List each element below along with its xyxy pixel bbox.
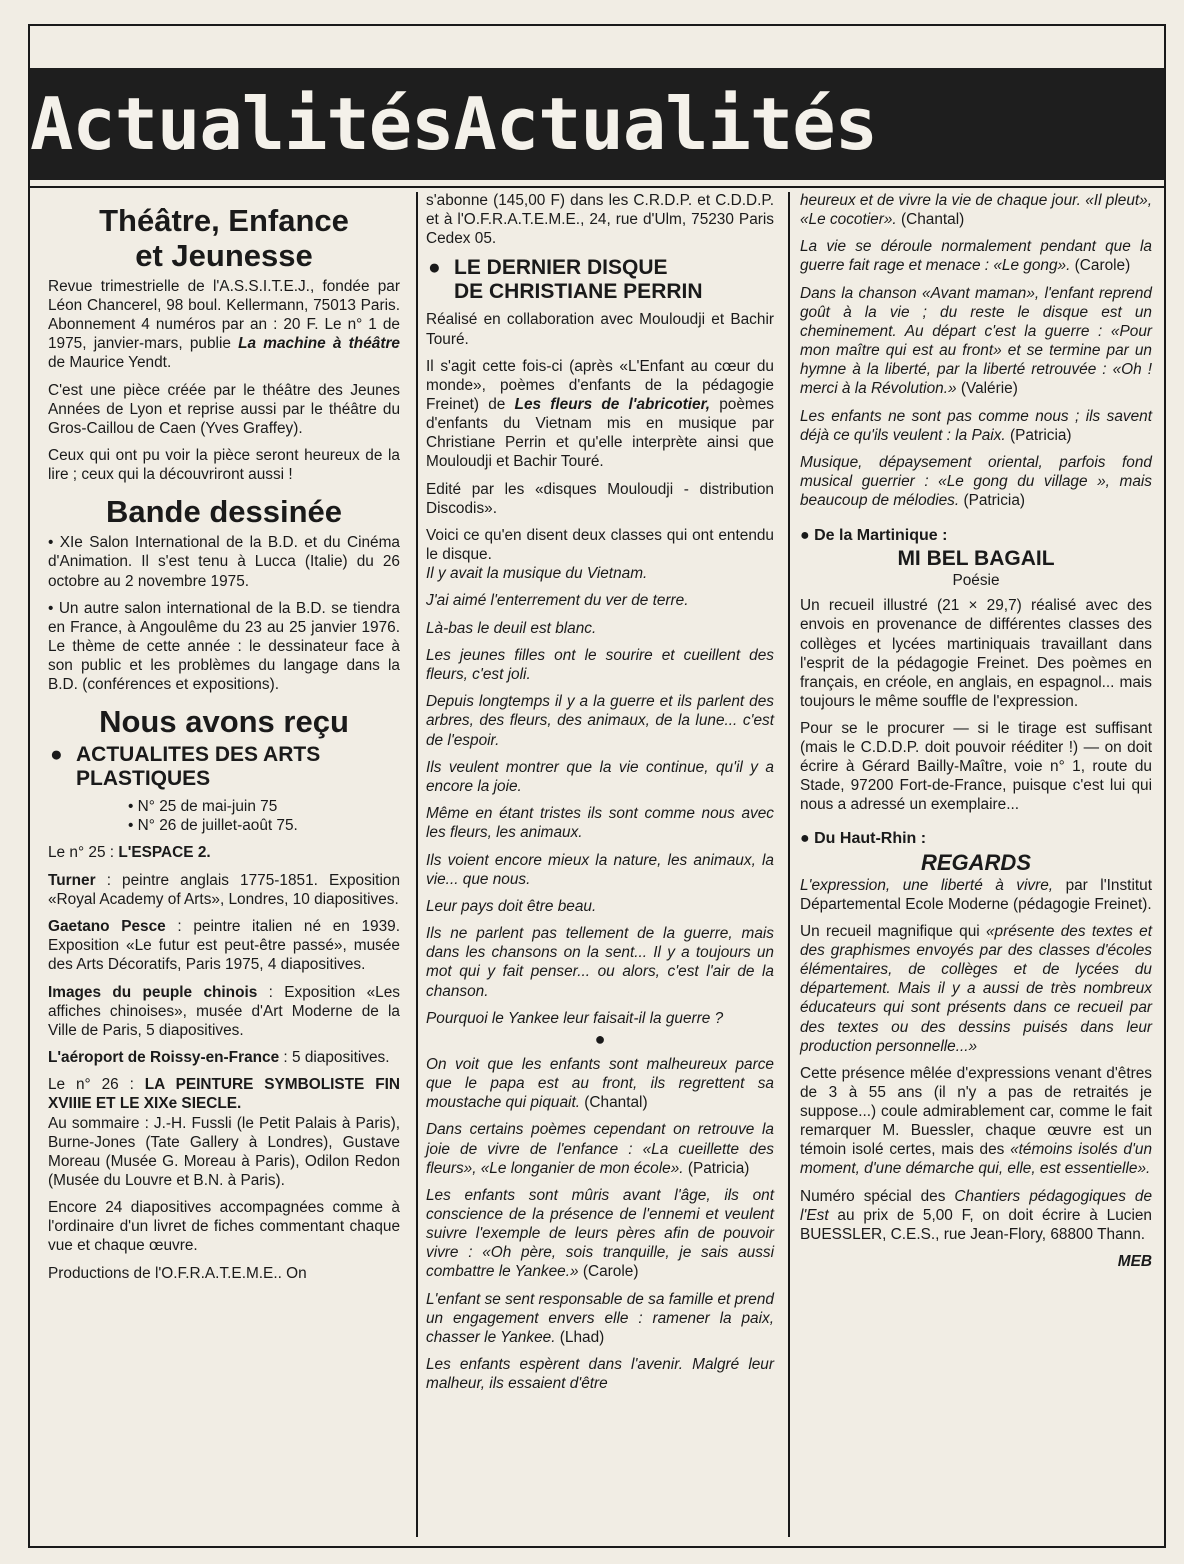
- quote: Même en étant tristes ils sont comme nous avec les fleurs, les animaux.: [426, 805, 774, 842]
- disque-paragraph-3: Edité par les «disques Mouloudji - distribution Discodis».: [426, 480, 774, 517]
- bd-paragraph-2: • Un autre salon international de la B.D. se tiendra en France, à Angoulême du 23 au 25 janvier 1976. Le thème de cette année : le dessinateur face à son public et les problèmes du langage dans la B.D. (conférences et expositions).: [48, 599, 400, 694]
- quote: Les enfants ne sont pas comme nous ; ils savent déjà ce qu'ils veulent : la Paix. (Patricia): [800, 407, 1152, 444]
- martinique-subtitle: Poésie: [952, 572, 1000, 590]
- quote: Il y avait la musique du Vietnam.: [426, 565, 648, 583]
- column-1: [48, 191, 400, 1291]
- sommaire-paragraph: Au sommaire : J.-H. Fussli (le Petit Palais à Paris), Burne-Jones (Tate Gallery à Londres), Gustave Moreau (Musée G. Moreau à Paris), Odilon Redon (Musée du Louvre et B.N. à Paris).: [48, 1114, 400, 1189]
- hautrhin-paragraph-2: Un recueil magnifique qui «présente des textes et des graphismes envoyés par des classes d'écoles élémentaires, de collèges et de lycées du département. Mais il y a aussi de très nombreux éducateurs qui sont présents dans ce recueil par des textes ou des dessins puisés dans leur production personnelle...»: [800, 923, 1152, 1055]
- turner-entry: Turner : peintre anglais 1775-1851. Exposition «Royal Academy of Arts», Londres, 10 diapositives.: [48, 871, 400, 908]
- bullet-icon: ●: [428, 256, 441, 280]
- page-frame: [28, 24, 1166, 1548]
- quote: Dans la chanson «Avant maman», l'enfant reprend goût à la vie ; du reste le disque est un cheminement. Au départ c'est la guerre : «Pour mon maître qui est au front» et se termine par un hymne à la liberté, par la liberté retrouvée : «Oh ! merci à la Révolution.» (Valérie): [800, 284, 1152, 398]
- banner: [30, 68, 1166, 180]
- quote: Ils voient encore mieux la nature, les animaux, la vie... que nous.: [426, 851, 774, 888]
- subheading-arts-plastiques: ● ACTUALITES DES ARTS PLASTIQUES: [50, 743, 321, 791]
- heading-theatre-line1: Théâtre, Enfance: [99, 203, 349, 238]
- bd-paragraph-1: • XIe Salon International de la B.D. et du Cinéma d'Animation. Il s'est tenu à Lucca (Italie) du 26 octobre au 2 novembre 1975.: [48, 534, 400, 590]
- quote: Les jeunes filles ont le sourire et cueillent des fleurs, c'est joli.: [426, 647, 774, 684]
- hautrhin-label: ● Du Haut-Rhin :: [800, 829, 927, 847]
- theatre-paragraph-3: Ceux qui ont pu voir la pièce seront heureux de la lire ; ceux qui la découvriront aussi !: [48, 447, 400, 484]
- encore-paragraph: Encore 24 diapositives accompagnées comme à l'ordinaire d'un livret de fiches commentant chaque vue et chaque œuvre.: [48, 1199, 400, 1255]
- abonne-paragraph: s'abonne (145,00 F) dans les C.R.D.P. et C.D.D.P. et à l'O.F.R.A.T.E.M.E., 24, rue d'Ulm, 75230 Paris Cedex 05.: [426, 192, 774, 248]
- quote: Les enfants sont mûris avant l'âge, ils ont conscience de la présence de l'ennemi et veulent suivre l'exemple de leurs pères afin de pouvoir vivre : «Oh père, sois tranquille, je sais aussi combattre le Yankee.» (Carole): [426, 1186, 774, 1281]
- theatre-paragraph-2: C'est une pièce créée par le théâtre des Jeunes Années de Lyon et reprise aussi par le théâtre du Gros-Caillou de Caen (Yves Graffey).: [48, 381, 400, 437]
- quote: Depuis longtemps il y a la guerre et ils parlent des arbres, des fleurs, des animaux, de la lune... c'est de l'espoir.: [426, 693, 774, 749]
- disque-paragraph-1: Réalisé en collaboration avec Mouloudji et Bachir Touré.: [426, 311, 774, 348]
- quote: J'ai aimé l'enterrement du ver de terre.: [426, 592, 689, 610]
- column-3: [800, 191, 1152, 1271]
- n26-heading: Le n° 26 : LA PEINTURE SYMBOLISTE FIN XVIIIE ET LE XIXe SIECLE.: [48, 1076, 400, 1113]
- hautrhin-paragraph-4: Numéro spécial des Chantiers pédagogiques de l'Est au prix de 5,00 F, on doit écrire à Lucien BUESSLER, C.E.S., rue Jean-Flory, 68800 Thann.: [800, 1187, 1153, 1243]
- images-entry: Images du peuple chinois : Exposition «Les affiches chinoises», musée d'Art Moderne de la Ville de Paris, 5 diapositives.: [48, 983, 400, 1039]
- column-divider-2: [788, 192, 790, 1537]
- banner-rule: [30, 186, 1166, 188]
- hautrhin-paragraph-3: Cette présence mêlée d'expressions venant d'êtres de 3 à 55 ans (il n'y a pas de retraités je suppose...) coule admirablement car, comme le fait remarquer M. Buessler, chaque œuvre est un témoin isolé certes, mais des «témoins isolés d'un moment, d'une démarche qui, elle, est essentielle».: [800, 1064, 1153, 1178]
- roissy-entry: L'aéroport de Roissy-en-France : 5 diapositives.: [48, 1049, 390, 1067]
- quote: Là-bas le deuil est blanc.: [426, 619, 597, 637]
- heading-theatre-line2: et Jeunesse: [135, 238, 313, 273]
- quote: heureux et de vivre la vie de chaque jour. «Il pleut», «Le cocotier». (Chantal): [800, 192, 1152, 229]
- martinique-paragraph-1: Un recueil illustré (21 × 29,7) réalisé avec des envois en provenance de différentes classes des collèges et lycées martiniquais travaillant dans l'esprit de la pédagogie Freinet. Des poèmes en français, en créole, en anglais, en espagnol... mais toujours le même souffle de l'expression.: [800, 597, 1152, 710]
- author-signature: MEB: [1117, 1253, 1152, 1271]
- banner-title: ActualitésActualités: [30, 82, 877, 166]
- quote: Leur pays doit être beau.: [426, 897, 597, 915]
- quote: Musique, dépaysement oriental, parfois fond musical guerrier : «Le gong du village », mais beaucoup de mélodies. (Patricia): [800, 453, 1152, 510]
- quote: Dans certains poèmes cependant on retrouve la joie de vivre de l'enfance : «La cueillette des fleurs», «Le longanier de mon école». (Patricia): [426, 1121, 774, 1177]
- quote: Les enfants espèrent dans l'avenir. Malgré leur malheur, ils essaient d'être: [426, 1356, 774, 1393]
- hautrhin-paragraph-1: L'expression, une liberté à vivre, par l'Institut Départemental Ecole Moderne (pédagogie Freinet).: [800, 876, 1152, 913]
- martinique-label: ● De la Martinique :: [800, 527, 948, 545]
- theatre-work-title: La machine à théâtre: [238, 335, 400, 353]
- quote: La vie se déroule normalement pendant que la guerre fait rage et menace : «Le gong». (Carole): [800, 238, 1152, 275]
- heading-recu: Nous avons reçu: [99, 704, 349, 740]
- heading-bd: Bande dessinée: [105, 494, 343, 530]
- list-item: • N° 26 de juillet-août 75.: [128, 817, 298, 835]
- pesce-entry: Gaetano Pesce : peintre italien né en 1939. Exposition «Le futur est peut-être passé», musée des Arts Décoratifs, Paris 1975, 4 diapositives.: [48, 918, 400, 974]
- quote: Ils ne parlent pas tellement de la guerre, mais dans les chansons on la sent... Il y a toujours un mot qui y fait penser... ou alors, c'est l'air de la chanson.: [426, 925, 774, 1000]
- productions-paragraph: Productions de l'O.F.R.A.T.E.M.E.. On: [48, 1264, 307, 1282]
- theatre-paragraph-1: Revue trimestrielle de l'A.S.S.I.T.E.J., fondée par Léon Chancerel, 98 boul. Kellermann, 75013 Paris. Abonnement 4 numéros par an : 20 F. Le n° 1 de 1975, janvier-mars, publie La machine à théâtre de Maurice Yendt.: [48, 278, 400, 372]
- disque-paragraph-2: Il s'agit cette fois-ci (après «L'Enfant au cœur du monde», poèmes d'enfants de la pédagogie Freinet) de Les fleurs de l'abricotier, poèmes d'enfants du Vietnam mis en musique par Christiane Perrin et qu'elle interprète ainsi que Mouloudji et Bachir Touré.: [426, 357, 774, 471]
- subheading-disque: ● LE DERNIER DISQUE DE CHRISTIANE PERRIN: [428, 256, 703, 304]
- list-item: • N° 25 de mai-juin 75: [128, 798, 278, 816]
- column-2: [426, 191, 774, 1401]
- disque-paragraph-4: Voici ce qu'en disent deux classes qui ont entendu le disque.: [426, 526, 774, 564]
- martinique-paragraph-2: Pour se le procurer — si le tirage est suffisant (mais le C.D.D.P. doit pouvoir rééditer !) — on doit écrire à Gérard Bailly-Maître, voie n° 1, route du Stade, 97200 Fort-de-France, puisque c'est lui qui nous a adressé un exemplaire...: [800, 720, 1152, 814]
- column-divider-1: [416, 192, 418, 1537]
- heading-theatre: [48, 203, 400, 273]
- hautrhin-title: REGARDS: [920, 849, 1031, 875]
- bullet-icon: ●: [50, 743, 63, 767]
- quote: Pourquoi le Yankee leur faisait-il la guerre ?: [426, 1009, 724, 1027]
- quote: On voit que les enfants sont malheureux parce que le papa est au front, ils regrettent sa moustache qui piquait. (Chantal): [426, 1056, 774, 1112]
- martinique-title: MI BEL BAGAIL: [897, 547, 1055, 571]
- issues-list: [128, 797, 400, 835]
- n25-heading: Le n° 25 : L'ESPACE 2.: [48, 844, 211, 862]
- quote: Ils veulent montrer que la vie continue, qu'il y a encore la joie.: [426, 758, 774, 795]
- quote: L'enfant se sent responsable de sa famille et prend un engagement envers elle : ramener la paix, chasser le Yankee. (Lhad): [426, 1290, 774, 1346]
- separator-dot: ●: [594, 1028, 606, 1049]
